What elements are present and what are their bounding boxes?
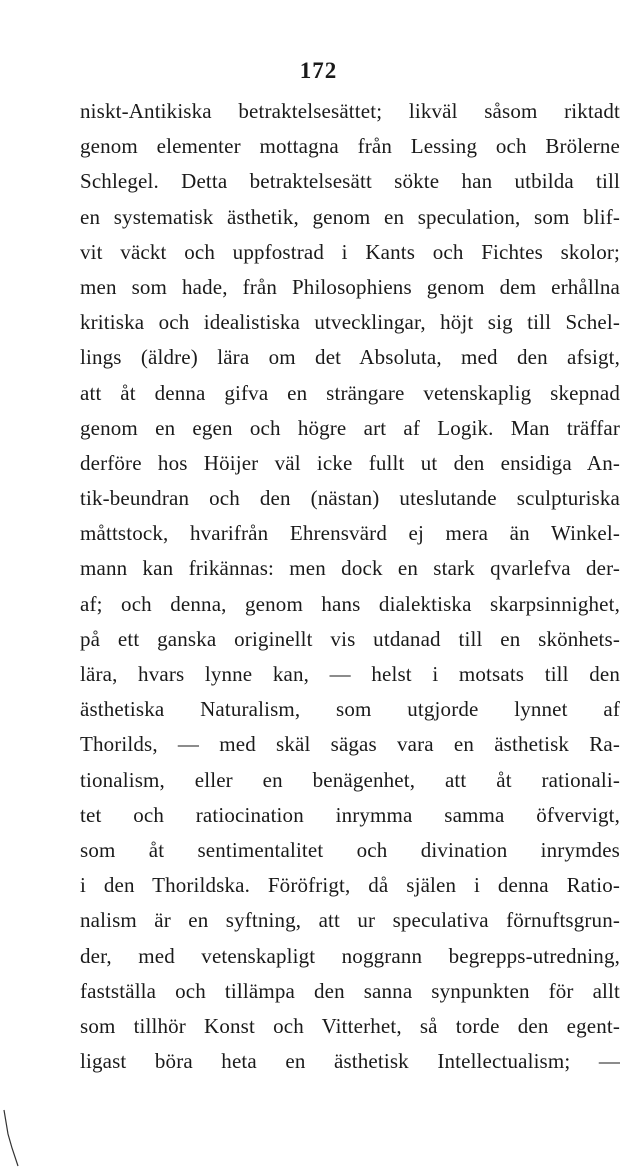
text-line: som åt sentimentalitet och divination inrymdes [80, 837, 620, 862]
text-line: ästhetiska Naturalism, som utgjorde lynnet af [80, 697, 620, 722]
text-line: genom elementer mottagna från Lessing och Brölerne [80, 134, 620, 159]
text-line: på ett ganska originellt vis utdanad till en skönhets- [80, 626, 620, 651]
text-line: tik-beundran och den (nästan) uteslutande sculpturiska [80, 486, 620, 511]
text-line: kritiska och idealistiska utvecklingar, höjt sig till Schel- [80, 310, 620, 335]
text-line: i den Thorildska. Föröfrigt, då själen i denna Ratio- [80, 873, 620, 898]
body-text [80, 94, 620, 1079]
text-line: en systematisk ästhetik, genom en speculation, som blif- [80, 204, 620, 229]
text-line: ligast böra heta en ästhetisk Intellectualism; — [80, 1049, 620, 1074]
text-line: Thorilds, — med skäl sägas vara en ästhetisk Ra- [80, 732, 620, 757]
text-line: nalism är en syftning, att ur speculativa förnuftsgrun- [80, 908, 620, 933]
text-line: mann kan frikännas: men dock en stark qvarlefva der- [80, 556, 620, 581]
text-line: måttstock, hvarifrån Ehrensvärd ej mera än Winkel- [80, 521, 620, 546]
text-line: genom en egen och högre art af Logik. Man träffar [80, 415, 620, 440]
text-line: der, med vetenskapligt noggrann begrepps-utredning, [80, 943, 620, 968]
text-line: som tillhör Konst och Vitterhet, så torde den egent- [80, 1013, 620, 1038]
text-line: tet och ratiocination inrymma samma öfvervigt, [80, 802, 620, 827]
text-line: lära, hvars lynne kan, — helst i motsats till den [80, 662, 620, 686]
text-line: af; och denna, genom hans dialektiska skarpsinnighet, [80, 591, 620, 616]
text-line: lings (äldre) lära om det Absoluta, med den afsigt, [80, 345, 620, 370]
text-line: fastställa och tillämpa den sanna synpunkten för allt [80, 978, 620, 1003]
text-line: niskt-Antikiska betraktelsesättet; likväl såsom riktadt [80, 99, 620, 123]
text-line: att åt denna gifva en strängare vetenskaplig skepnad [80, 380, 620, 405]
text-line: men som hade, från Philosophiens genom dem erhållna [80, 274, 620, 299]
page-number: 172 [299, 58, 338, 83]
text-line: tionalism, eller en benägenhet, att åt rationali- [80, 767, 620, 792]
text-line: vit väckt och uppfostrad i Kants och Fichtes skolor; [80, 239, 620, 264]
text-line: Schlegel. Detta betraktelsesätt sökte han utbilda till [80, 169, 620, 194]
text-line: derföre hos Höijer väl icke fullt ut den ensidiga An- [80, 450, 620, 475]
page-edge-mark [2, 1108, 20, 1168]
